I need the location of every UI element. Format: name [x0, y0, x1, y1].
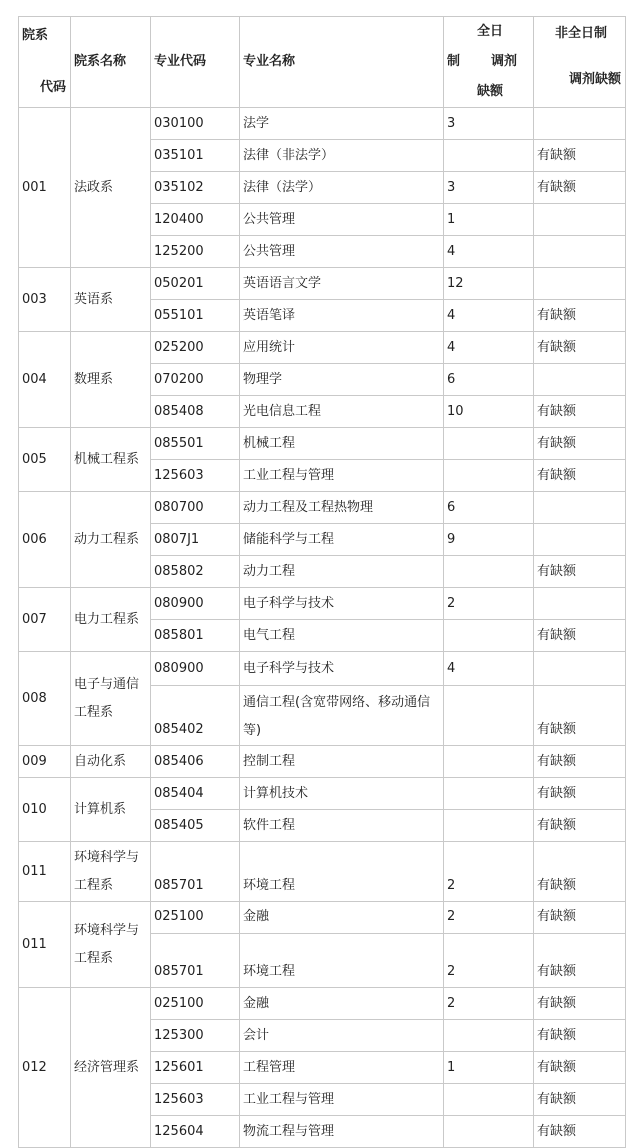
- major-name-cell: 控制工程: [240, 746, 444, 778]
- dept-name-cell: 环境科学与工程系: [71, 842, 151, 902]
- header-major-name: 专业名称: [240, 17, 444, 108]
- table-row: [19, 902, 626, 934]
- dept-name-cell: 环境科学与工程系: [71, 902, 151, 988]
- major-name-cell: 软件工程: [240, 810, 444, 842]
- header-parttime: [534, 17, 626, 108]
- major-name-cell: 物理学: [240, 364, 444, 396]
- major-name-cell: 金融: [240, 902, 444, 934]
- parttime-vacancy-cell: [534, 204, 626, 236]
- major-code-cell: 125200: [151, 236, 240, 268]
- header-dept-code-line2: 代码: [39, 80, 66, 95]
- parttime-vacancy-cell: 有缺额: [534, 620, 626, 652]
- parttime-vacancy-cell: 有缺额: [534, 1116, 626, 1148]
- parttime-vacancy-cell: [534, 524, 626, 556]
- dept-name-cell: 数理系: [71, 332, 151, 428]
- dept-code-cell: 011: [19, 902, 71, 988]
- major-name-cell: 公共管理: [240, 204, 444, 236]
- header-parttime-line1: 非全日制: [554, 26, 607, 41]
- major-name-cell: 公共管理: [240, 236, 444, 268]
- dept-code-cell: 001: [19, 108, 71, 268]
- table-row: [19, 492, 626, 524]
- major-name-cell: 应用统计: [240, 332, 444, 364]
- major-code-cell: 055101: [151, 300, 240, 332]
- fulltime-vacancy-cell: [444, 778, 534, 810]
- major-name-cell: 工程管理: [240, 1052, 444, 1084]
- header-major-code: 专业代码: [151, 17, 240, 108]
- major-code-cell: 120400: [151, 204, 240, 236]
- dept-name-cell: 计算机系: [71, 778, 151, 842]
- table-row: [19, 428, 626, 460]
- parttime-vacancy-cell: [534, 588, 626, 620]
- major-name-cell: 法学: [240, 108, 444, 140]
- major-code-cell: 085404: [151, 778, 240, 810]
- major-code-cell: 085408: [151, 396, 240, 428]
- major-code-cell: 085802: [151, 556, 240, 588]
- dept-name-cell: 机械工程系: [71, 428, 151, 492]
- table-body: [19, 108, 626, 1148]
- header-parttime-line2: 调剂缺额: [568, 72, 621, 87]
- dept-code-cell: 005: [19, 428, 71, 492]
- major-code-cell: 050201: [151, 268, 240, 300]
- table-row: [19, 108, 626, 140]
- parttime-vacancy-cell: 有缺额: [534, 300, 626, 332]
- dept-code-cell: 010: [19, 778, 71, 842]
- parttime-vacancy-cell: 有缺额: [534, 746, 626, 778]
- parttime-vacancy-cell: 有缺额: [534, 332, 626, 364]
- table-row: [19, 842, 626, 902]
- major-name-cell: 物流工程与管理: [240, 1116, 444, 1148]
- table-row: [19, 268, 626, 300]
- parttime-vacancy-cell: 有缺额: [534, 902, 626, 934]
- dept-name-cell: 电子与通信工程系: [71, 652, 151, 746]
- fulltime-vacancy-cell: 6: [444, 492, 534, 524]
- table-row: [19, 988, 626, 1020]
- parttime-vacancy-cell: 有缺额: [534, 934, 626, 988]
- fulltime-vacancy-cell: 3: [444, 108, 534, 140]
- major-code-cell: 085402: [151, 686, 240, 746]
- major-name-cell: 金融: [240, 988, 444, 1020]
- parttime-vacancy-cell: [534, 268, 626, 300]
- major-name-cell: 电子科学与技术: [240, 652, 444, 686]
- parttime-vacancy-cell: 有缺额: [534, 140, 626, 172]
- fulltime-vacancy-cell: [444, 746, 534, 778]
- major-name-cell: 动力工程: [240, 556, 444, 588]
- fulltime-vacancy-cell: 1: [444, 204, 534, 236]
- parttime-vacancy-cell: [534, 492, 626, 524]
- table-row: [19, 746, 626, 778]
- major-name-cell: 储能科学与工程: [240, 524, 444, 556]
- header-fulltime-line2a: 制: [447, 54, 461, 69]
- parttime-vacancy-cell: 有缺额: [534, 686, 626, 746]
- major-code-cell: 070200: [151, 364, 240, 396]
- parttime-vacancy-cell: 有缺额: [534, 1052, 626, 1084]
- adjustment-vacancy-table: [18, 16, 626, 1148]
- fulltime-vacancy-cell: 10: [444, 396, 534, 428]
- major-name-cell: 计算机技术: [240, 778, 444, 810]
- fulltime-vacancy-cell: 6: [444, 364, 534, 396]
- fulltime-vacancy-cell: 4: [444, 300, 534, 332]
- major-code-cell: 125603: [151, 460, 240, 492]
- fulltime-vacancy-cell: [444, 556, 534, 588]
- fulltime-vacancy-cell: [444, 686, 534, 746]
- parttime-vacancy-cell: 有缺额: [534, 556, 626, 588]
- fulltime-vacancy-cell: 3: [444, 172, 534, 204]
- header-dept-code-line1: 院系: [22, 28, 49, 43]
- dept-code-cell: 011: [19, 842, 71, 902]
- major-name-cell: 光电信息工程: [240, 396, 444, 428]
- dept-code-cell: 006: [19, 492, 71, 588]
- major-code-cell: 125604: [151, 1116, 240, 1148]
- table-row: [19, 588, 626, 620]
- dept-code-cell: 012: [19, 988, 71, 1148]
- parttime-vacancy-cell: 有缺额: [534, 460, 626, 492]
- major-name-cell: 会计: [240, 1020, 444, 1052]
- fulltime-vacancy-cell: 4: [444, 236, 534, 268]
- major-code-cell: 035101: [151, 140, 240, 172]
- table-row: [19, 778, 626, 810]
- fulltime-vacancy-cell: [444, 460, 534, 492]
- major-name-cell: 环境工程: [240, 934, 444, 988]
- dept-name-cell: 英语系: [71, 268, 151, 332]
- parttime-vacancy-cell: 有缺额: [534, 1084, 626, 1116]
- fulltime-vacancy-cell: [444, 1020, 534, 1052]
- dept-name-cell: 法政系: [71, 108, 151, 268]
- major-name-cell: 英语笔译: [240, 300, 444, 332]
- fulltime-vacancy-cell: 12: [444, 268, 534, 300]
- major-code-cell: 035102: [151, 172, 240, 204]
- fulltime-vacancy-cell: 2: [444, 988, 534, 1020]
- major-name-cell: 电气工程: [240, 620, 444, 652]
- major-code-cell: 085405: [151, 810, 240, 842]
- major-code-cell: 085701: [151, 842, 240, 902]
- major-code-cell: 085406: [151, 746, 240, 778]
- major-name-cell: 机械工程: [240, 428, 444, 460]
- dept-code-cell: 004: [19, 332, 71, 428]
- major-code-cell: 085701: [151, 934, 240, 988]
- major-code-cell: 030100: [151, 108, 240, 140]
- major-code-cell: 125601: [151, 1052, 240, 1084]
- fulltime-vacancy-cell: 2: [444, 842, 534, 902]
- fulltime-vacancy-cell: 2: [444, 902, 534, 934]
- fulltime-vacancy-cell: [444, 140, 534, 172]
- table-row: [19, 652, 626, 686]
- parttime-vacancy-cell: 有缺额: [534, 428, 626, 460]
- major-code-cell: 080900: [151, 652, 240, 686]
- parttime-vacancy-cell: [534, 364, 626, 396]
- fulltime-vacancy-cell: 2: [444, 588, 534, 620]
- major-code-cell: 125603: [151, 1084, 240, 1116]
- parttime-vacancy-cell: 有缺额: [534, 842, 626, 902]
- fulltime-vacancy-cell: [444, 1084, 534, 1116]
- dept-code-cell: 003: [19, 268, 71, 332]
- header-fulltime-line3: 缺额: [476, 84, 503, 99]
- major-name-cell: 法律（非法学）: [240, 140, 444, 172]
- header-fulltime: [444, 17, 534, 108]
- major-code-cell: 085501: [151, 428, 240, 460]
- parttime-vacancy-cell: 有缺额: [534, 810, 626, 842]
- parttime-vacancy-cell: 有缺额: [534, 988, 626, 1020]
- fulltime-vacancy-cell: 4: [444, 652, 534, 686]
- major-name-cell: 英语语言文学: [240, 268, 444, 300]
- parttime-vacancy-cell: [534, 108, 626, 140]
- header-dept-code: [19, 17, 71, 108]
- major-code-cell: 080900: [151, 588, 240, 620]
- fulltime-vacancy-cell: 1: [444, 1052, 534, 1084]
- major-code-cell: 080700: [151, 492, 240, 524]
- parttime-vacancy-cell: 有缺额: [534, 172, 626, 204]
- major-name-cell: 环境工程: [240, 842, 444, 902]
- parttime-vacancy-cell: [534, 236, 626, 268]
- parttime-vacancy-cell: 有缺额: [534, 778, 626, 810]
- dept-name-cell: 自动化系: [71, 746, 151, 778]
- major-name-cell: 通信工程(含宽带网络、移动通信等): [240, 686, 444, 746]
- parttime-vacancy-cell: [534, 652, 626, 686]
- dept-name-cell: 电力工程系: [71, 588, 151, 652]
- header-dept-name: 院系名称: [71, 17, 151, 108]
- major-name-cell: 动力工程及工程热物理: [240, 492, 444, 524]
- fulltime-vacancy-cell: [444, 428, 534, 460]
- major-name-cell: 法律（法学）: [240, 172, 444, 204]
- header-fulltime-line2b: 调剂: [490, 54, 517, 69]
- table-row: [19, 332, 626, 364]
- dept-code-cell: 009: [19, 746, 71, 778]
- dept-code-cell: 008: [19, 652, 71, 746]
- fulltime-vacancy-cell: [444, 810, 534, 842]
- fulltime-vacancy-cell: 2: [444, 934, 534, 988]
- major-name-cell: 工业工程与管理: [240, 460, 444, 492]
- parttime-vacancy-cell: 有缺额: [534, 1020, 626, 1052]
- major-code-cell: 025100: [151, 902, 240, 934]
- major-name-cell: 电子科学与技术: [240, 588, 444, 620]
- dept-name-cell: 动力工程系: [71, 492, 151, 588]
- major-code-cell: 025100: [151, 988, 240, 1020]
- fulltime-vacancy-cell: 9: [444, 524, 534, 556]
- major-code-cell: 0807J1: [151, 524, 240, 556]
- parttime-vacancy-cell: 有缺额: [534, 396, 626, 428]
- major-code-cell: 125300: [151, 1020, 240, 1052]
- fulltime-vacancy-cell: 4: [444, 332, 534, 364]
- header-fulltime-line1: 全日: [476, 24, 503, 39]
- major-code-cell: 025200: [151, 332, 240, 364]
- header-row: [19, 17, 626, 108]
- major-name-cell: 工业工程与管理: [240, 1084, 444, 1116]
- fulltime-vacancy-cell: [444, 620, 534, 652]
- major-code-cell: 085801: [151, 620, 240, 652]
- dept-code-cell: 007: [19, 588, 71, 652]
- dept-name-cell: 经济管理系: [71, 988, 151, 1148]
